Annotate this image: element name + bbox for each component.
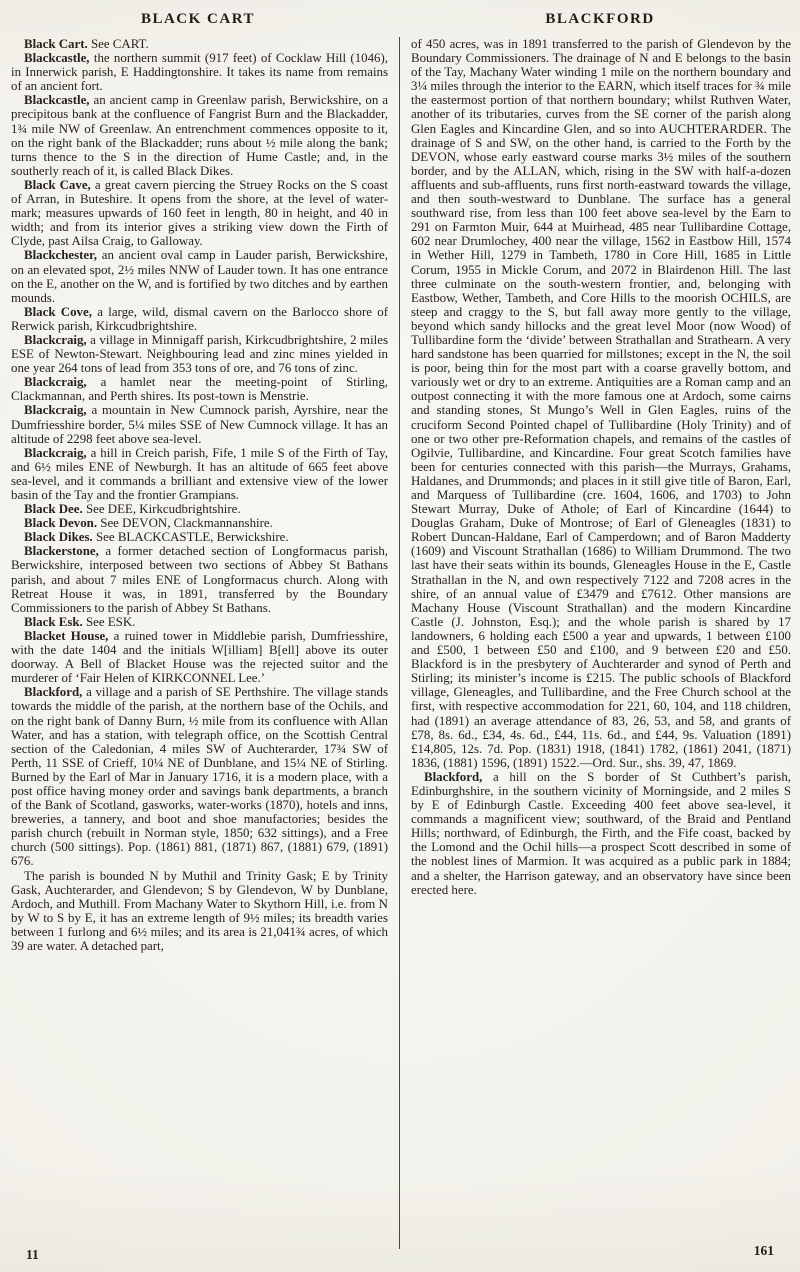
entry-term: Black Cave, xyxy=(24,177,91,192)
entry-blacket-house xyxy=(11,629,388,685)
entry-black-cove xyxy=(11,305,388,333)
entry-black-esk xyxy=(11,615,388,629)
entry-text: a great cavern piercing the Struey Rocks on the S coast of Arran, in Buteshire. It opens from the shore, at the level of water-mark; measures upwards of 160 feet in length, 80 in height, and 40 in width; and from its interior gives a striking view down the Firth of Clyde, past Ailsa Craig, to Galloway. xyxy=(11,177,388,249)
entry-term: Black Dikes. xyxy=(24,530,93,545)
entry-text: a large, wild, dismal cavern on the Barlocco shore of Rerwick parish, Kirkcudbrightshire. xyxy=(11,304,388,333)
entry-term: Black Cove, xyxy=(24,304,92,319)
column-gutter xyxy=(388,37,411,1249)
entry-blackcraig-mountain xyxy=(11,403,388,445)
entry-text: a village in Minnigaff parish, Kirkcudbrightshire, 2 miles ESE of Newton-Stewart. Neighbouring lead and zinc mines yielded in one year 264 tons of lead from 353 tons of ore, and 76 tons of zinc. xyxy=(11,332,388,376)
entry-blackcastle-camp xyxy=(11,93,388,178)
entry-blackerstone xyxy=(11,544,388,614)
entry-term: Blackford, xyxy=(424,769,483,784)
column-divider-rule xyxy=(399,37,400,1249)
entry-black-dee xyxy=(11,502,388,516)
entry-blackford-parish-bounds xyxy=(11,869,388,954)
entry-text: The parish is bounded N by Muthil and Trinity Gask; E by Trinity Gask, Auchterarder, and Glendevon; S by Glendevon, W by Dunblane, Ardoch, and Muthill. From Machany Water to Skythorn Hill, i.e. from N by W to S by E, it has an extreme length of 9½ miles; its breadth varies between 1 furlong and 6½ miles; and its area is 21,041¾ acres, of which 39 are water. A detached part, xyxy=(11,868,388,953)
entry-term: Blackcraig, xyxy=(24,403,87,418)
entry-term: Black Devon. xyxy=(24,516,98,531)
entry-blackcraig-hill xyxy=(11,446,388,502)
entry-term: Blackcraig, xyxy=(24,445,87,460)
sheet-number: 11 xyxy=(26,1247,39,1262)
entry-blackford-hill xyxy=(411,770,791,897)
entry-blackchester xyxy=(11,248,388,304)
left-column xyxy=(11,37,388,1249)
entry-term: Blackcraig, xyxy=(24,332,87,347)
entry-term: Blackcastle, xyxy=(24,51,90,66)
running-head-left: BLACK CART xyxy=(140,11,256,27)
entry-term: Blacket House, xyxy=(24,628,109,643)
entry-text: a ruined tower in Middlebie parish, Dumfriesshire, with the date 1404 and the initials W[illiam] B[ell] above its outer doorway. A Bell of Blacket House was the rejected suitor and the murderer of ‘Fair Helen of KIRKCONNEL Lee.’ xyxy=(11,628,388,686)
entry-term: Black Dee. xyxy=(24,502,83,517)
entry-text: a former detached section of Longformacus parish, Berwickshire, interposed between two sections of Abbey St Bathans parish, and about 7 miles ENE of Longformacus church. Along with Retreat House it was, in 1891, transferred by the Boundary Commissioners to the parish of Abbey St Bathans. xyxy=(11,544,388,615)
entry-blackcastle-summit xyxy=(11,51,388,93)
entry-text: a mountain in New Cumnock parish, Ayrshire, near the Dumfriesshire border, 5¼ miles SSE of New Cumnock village. It has an altitude of 2298 feet above sea-level. xyxy=(11,403,388,446)
entry-text: an ancient oval camp in Lauder parish, Berwickshire, on an elevated spot, 2½ miles NNW of Lauder town. It has one entrance on the E, another on the W, and is fortified by two ditches and by earthen mounds. xyxy=(11,248,388,305)
entry-text: See DEE, Kirkcudbrightshire. xyxy=(82,502,241,517)
entry-text: a hill on the S border of St Cuthbert’s parish, Edinburghshire, in the southern vicinity of Morningside, and 2 miles S by E of Edinburgh Castle. Exceeding 400 feet above sea-level, it commands a magnificent view; southward, of the Braid and Pentland Hills; northward, of Edinburgh, the Firth, and the Fife coast, backed by the Lomond and the Ochil hills—a prospect Scott described in some of the noblest lines of Marmion. It was acquired as a public park in 1884; and a shelter, the Harrison gateway, and an observatory have since been erected here. xyxy=(411,769,791,897)
two-column-text-area xyxy=(11,37,791,1249)
entry-text: a hamlet near the meeting-point of Stirling, Clackmannan, and Perth shires. Its post-town is Menstrie. xyxy=(11,375,388,404)
entry-blackford-parish-continued xyxy=(411,37,791,770)
entry-black-dikes xyxy=(11,530,388,544)
entry-black-cave xyxy=(11,178,388,248)
entry-term: Blackcastle, xyxy=(24,93,90,108)
entry-blackcraig-village xyxy=(11,333,388,375)
entry-text: See BLACKCASTLE, Berwickshire. xyxy=(92,530,289,545)
entry-text: See ESK. xyxy=(82,614,136,629)
entry-text: a village and a parish of SE Perthshire. The village stands towards the middle of the parish, at the northern base of the Ochils, and on the right bank of Danny Burn, ½ mile from its confluence with Allan Water, and has a station, with telegraph office, on the Scottish Central section of the Caledonian, 4 miles SW of Auchterarder, 17¾ SW of Perth, 11 SSE of Crieff, 10¼ NE of Dunblane, and 15¼ NE of Stirling. Burned by the Earl of Mar in January 1716, it is a modern place, with a post office having money order and savings bank departments, a branch of the Bank of Scotland, gasworks, water-works (1870), hotels and inns, breweries, a tannery, and boot and shoe manufactories; besides the parish church (rebuilt in Norman style, 1850; 632 sittings), and a Free church (500 sittings). Pop. (1861) 881, (1871) 867, (1881) 679, (1891) 676. xyxy=(11,685,388,869)
entry-term: Black Cart. xyxy=(24,37,88,51)
entry-term: Blackerstone, xyxy=(24,544,99,559)
entry-text: See DEVON, Clackmannanshire. xyxy=(97,516,273,531)
entry-black-devon xyxy=(11,516,388,530)
entry-blackford-village xyxy=(11,685,388,868)
right-column xyxy=(411,37,791,1249)
entry-text: See CART. xyxy=(87,37,149,51)
entry-term: Blackchester, xyxy=(24,248,97,263)
entry-term: Blackcraig, xyxy=(24,375,87,390)
entry-term: Blackford, xyxy=(24,685,83,700)
entry-black-cart xyxy=(11,37,388,51)
page-number: 161 xyxy=(753,1243,774,1258)
entry-text: a hill in Creich parish, Fife, 1 mile S of the Firth of Tay, and 6½ miles ENE of Newburgh. It has an altitude of 665 feet above sea-level, and it commands a brilliant and extensive view of the lower basin of the Tay and the frontier Grampians. xyxy=(11,445,388,502)
entry-blackcraig-hamlet xyxy=(11,375,388,403)
running-head-right: BLACKFORD xyxy=(545,11,655,27)
entry-term: Black Esk. xyxy=(24,614,83,629)
entry-text: of 450 acres, was in 1891 transferred to the parish of Glendevon by the Boundary Commissioners. The drainage of N and E belongs to the basin of the Tay, Machany Water winding 1 mile on the northern boundary and 3¼ miles through the interior to the EARN, which itself traces for ¾ mile the eastermost portion of that northern boundary; whilst Ruthven Water, another of its tributaries, curves from the SE corner of the parish along Glen Eagles and Kincardine Glen, and so into AUCHTERARDER. The drainage of S and SW, on the other hand, is carried to the Forth by the DEVON, whose early eastward course marks 3½ miles of the southern border, and by the ALLAN, which, rising in the SW with half-a-dozen affluents and sub-affluents, runs first north-eastward towards the village, and then south-westward to Dunblane. The surface has a general southward rise, from less than 100 feet above sea-level by the Earn to 291 on Farmton Muir, 644 at Muirhead, 485 near Tullibardine Cottage, 602 near Drumlochey, 400 near the village, 1562 in Eastbow Hill, 1574 in Wether Hill, 1279 in Tambeth, 1780 in Core Hill, 1685 in Little Corum, 1955 in Mickle Corum, and 2072 in Blairdenon Hill. The last three culminate on the south-western frontier, and, belonging with Eastbow, Wether, Tambeth, and Core Hills to the moorish OCHILS, are steep and craggy to the S, but fall away more gently to the village, beyond which sandy hillocks and the great level Moor (now Wood) of Tullibardine form the ‘divide’ between Strathallan and Strathearn. A very hard sandstone has been quarried for millstones; except in the N, the soil is poor, being thin for the most part with a coarse gravelly bottom, and variously wet or dry to an extreme. Antiquities are a Roman camp and an outpost connecting it with the more famous one at Ardoch, some cairns and standing stones, St Mungo’s Well in Glen Eagles, ruins of the cruciform Second Pointed chapel of Tullibardine (Holy Trinity) and of one or two other pre-Reformation chapels, and remains of the castles of Ogilvie, Tullibardine, and Kincardine. Four great Scotch families have been for centuries connected with this parish—the Murrays, Grahams, Haldanes, and Drummonds; and places in it still give title of Baron, Earl, and Marquess of Tullibardine (cre. 1604, 1606, and 1703) to John Stewart Murray, Duke of Athole; of Earl of Kincardine (1644) to Douglas Graham, Duke of Montrose; of Earl of Gleneagles (1831) to Robert Duncan-Haldane, Earl of Camperdown; and of Baron Madderty (1609) and Viscount Strathallan (1686) to William Drummond. The two last have their seats within its bounds, Gleneagles House in the E, Castle Strathallan in the N, and own respectively 7122 and 7208 acres in the shire, of an annual value of £3479 and £7612. Other mansions are Machany House (Viscount Strathallan) and the modern Kincardine Castle (J. Johnston, Esq.); and the whole parish is shared by 17 landowners, 6 holding each £500 a year and upwards, 1 between £100 and £500, 1 between £50 and £100, and 9 between £20 and £50. Blackford is in the presbytery of Auchterarder and synod of Perth and Stirling; its minister’s income is £215. The public schools of Blackford village, Gleneagles, and Tullibardine, and the Free Church school at the first, with respective accommodation for 221, 60, 104, and 118 children, had (1891) an average attendance of 83, 26, 53, and 58, and grants of £78, 8s. 6d., £34, 4s. 6d., £44, 11s. 6d., and £44, 9s. Valuation (1891) £14,805, 12s. 7d. Pop. (1831) 1918, (1841) 1782, (1861) 2041, (1871) 1836, (1881) 1596, (1891) 1522.—Ord. Sur., shs. 39, 47, 1869. xyxy=(411,37,791,770)
entry-text: an ancient camp in Greenlaw parish, Berwickshire, on a precipitous bank at the confluence of Fangrist Burn and the Blackadder, 1¾ mile NW of Greenlaw. An entrenchment commences opposite to it, on the right bank of the Blackadder; runs about ½ mile along the bank; turns thence to the S in the direction of Hume Castle; and, in the southerly reach of it, is called Black Dikes. xyxy=(11,93,388,178)
entry-text: the northern summit (917 feet) of Cocklaw Hill (1046), in Innerwick parish, E Haddingtonshire. It takes its name from remains of an ancient fort. xyxy=(11,51,388,94)
